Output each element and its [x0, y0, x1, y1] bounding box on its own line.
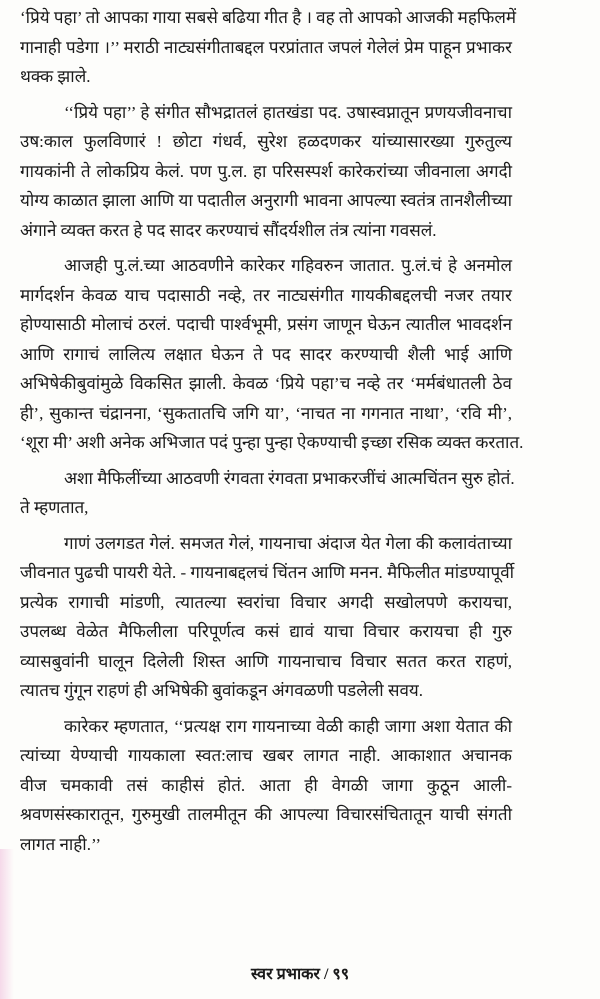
- text-line: ‘‘प्रिये पहा’’ हे संगीत सौभद्रातलं हातखंडा पद. उषास्वप्नातून प्रणयजीवनाचा: [64, 102, 512, 122]
- text-line: व्यासबुवांनी घालून दिलेली शिस्त आणि गायनाचाच विचार सतत करत राहणं,: [20, 651, 512, 671]
- text-line: आणि रागाचं लालित्य लक्षात घेऊन ते पद सादर करण्याची शैली भाई आणि: [20, 344, 512, 364]
- paragraph: [20, 98, 512, 246]
- text-line: कारेकर म्हणतात, ‘‘प्रत्यक्ष राग गायनाच्या वेळी काही जागा अशा येतात की: [64, 716, 512, 736]
- text-line: ‘शूरा मी’ अशी अनेक अभिजात पदं पुन्हा पुन्हा ऐकण्याची इच्छा रसिक व्यक्त करतात.: [20, 433, 524, 452]
- text-line: अशा मैफिलींच्या आठवणी रंगवता रंगवता प्रभाकरजींचं आत्मचिंतन सुरु होतं.: [64, 468, 515, 488]
- text-line: त्यातच गुंगून राहणं ही अभिषेकी बुवांकडून अंगवळणी पडलेली सवय.: [20, 681, 424, 700]
- text-line: योग्य काळात झाला आणि या पदातील अनुरागी भावना आपल्या स्वतंत्र तानशैलीच्या: [20, 191, 512, 210]
- book-page-body: [20, 3, 524, 865]
- text-line: त्यांच्या येण्याची गायकाला स्वत:लाच खबर लागत नाही. आकाशात अचानक: [20, 746, 512, 765]
- text-line: लागत नाही.’’: [20, 834, 102, 854]
- text-line: श्रवणसंस्कारातून, गुरुमुखी तालमीतून की आपल्या विचारसंचितातून याची संगती: [20, 805, 512, 824]
- text-line: वीज चमकावी तसं काहीसं होतं. आता ही वेगळी जागा कुठून आली-: [20, 775, 512, 795]
- text-line: गानाही पडेगा ।’’ मराठी नाट्यसंगीताबद्दल परप्रांतात जपलं गेलेलं प्रेम पाहून प्रभाकर: [20, 37, 512, 57]
- paragraph: [20, 251, 524, 458]
- text-line: थक्क झाले.: [20, 67, 91, 86]
- paragraph: [20, 712, 512, 860]
- text-line: गायकांनी ते लोकप्रिय केलं. पण पु.ल. हा परिसस्पर्श कारेकरांच्या जीवनाला अगदी: [20, 161, 512, 181]
- text-line: होण्यासाठी मोलाचं ठरलं. पदाची पार्श्वभूमी, प्रसंग जाणून घेऊन त्यातील भावदर्शन: [20, 315, 512, 334]
- paragraph: [20, 464, 515, 523]
- text-line: ‘प्रिये पहा’ तो आपका गाया सबसे बढिया गीत है । वह तो आपको आजकी महफिलमें: [20, 8, 517, 27]
- page-footer: स्वर प्रभाकर / ९९: [250, 966, 350, 983]
- paragraph: [20, 3, 517, 92]
- text-line: आजही पु.लं.च्या आठवणीने कारेकर गहिवरुन जातात. पु.लं.चं हे अनमोल: [64, 256, 512, 275]
- text-line: ते म्हणतात,: [20, 498, 89, 517]
- text-line: अभिषेकीबुवांमुळे विकसित झाली. केवळ ‘प्रिये पहा’च नव्हे तर ‘मर्मबंधातली ठेव: [20, 374, 512, 393]
- text-line: उपलब्ध वेळेत मैफिलीला परिपूर्णत्व कसं द्यावं याचा विचार करायचा ही गुरु: [20, 622, 512, 641]
- paragraph: [20, 529, 515, 706]
- text-line: जीवनात पुढची पायरी येते. - गायनाबद्दलचं चिंतन आणि मनन. मैफिलीत मांडण्यापूर्वी: [20, 563, 515, 582]
- text-line: मार्गदर्शन केवळ याच पदासाठी नव्हे, तर नाट्यसंगीत गायकीबद्दलची नजर तयार: [20, 285, 512, 305]
- text-line: उष:काल फुलविणारं ! छोटा गंधर्व, सुरेश हळदणकर यांच्यासारख्या गुरुतुल्य: [20, 132, 512, 151]
- text-line: अंगाने व्यक्त करत हे पद सादर करण्याचं सौंदर्यशील तंत्र त्यांना गवसलं.: [20, 220, 437, 240]
- text-line: प्रत्येक रागाची मांडणी, त्यातल्या स्वरांचा विचार अगदी सखोलपणे करायचा,: [20, 592, 512, 612]
- text-line: गाणं उलगडत गेलं. समजत गेलं, गायनाचा अंदाज येत गेला की कलावंताच्या: [64, 533, 512, 553]
- text-line: ही’, सुकान्त चंद्रानना, ‘सुकतातचि जगि या’, ‘नाचत ना गगनात नाथा’, ‘रवि मी’,: [20, 403, 512, 423]
- scan-edge-tint: [0, 849, 14, 999]
